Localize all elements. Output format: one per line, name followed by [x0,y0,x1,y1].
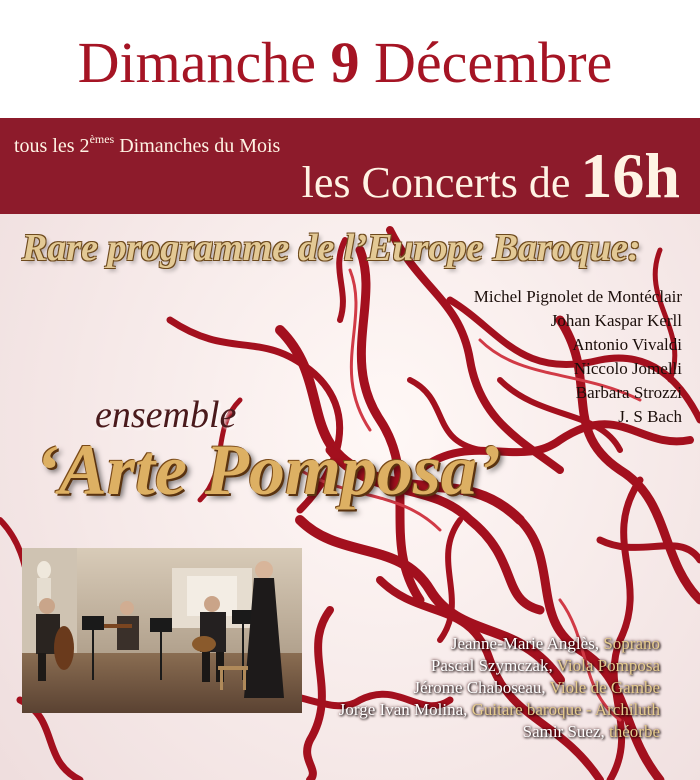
musician-role: Soprano [603,634,660,653]
musician-list [339,633,660,743]
musician-name: Jorge Ivan Molina, [338,700,468,719]
ensemble-label: ensemble [95,394,237,436]
ensemble-name: ‘Arte Pomposa’ [35,430,501,510]
composer-item: Johan Kaspar Kerll [550,311,682,330]
musician-item [339,633,660,655]
title-prefix: Dimanche [77,30,317,95]
musician-item [339,721,660,743]
musician-role: Guitare baroque - Archiluth [471,700,660,719]
concert-time: 16h [580,140,680,211]
musician-name: Pascal Szymczak, [430,656,553,675]
title-day: 9 [330,30,360,95]
musician-role: Viola Pomposa [556,656,660,675]
page-title [0,28,690,98]
composer-item: Niccolo Jomelli [573,359,682,378]
header-band [0,0,700,120]
composer-item: Antonio Vivaldi [572,335,682,354]
musician-item [339,677,660,699]
musician-item [339,699,660,721]
musician-role: Viole de Gambe [549,678,660,697]
composer-item: Michel Pignolet de Montéclair [473,287,682,306]
musician-name: Jérome Chaboseau, [413,678,546,697]
photo-illustration [22,548,302,713]
tagline-start: tous les 2 [14,135,90,157]
composer-list [474,285,682,429]
composer-item: Barbara Strozzi [575,383,682,402]
ensemble-photo [22,548,302,713]
musician-name: Jeanne-Marie Anglès, [450,634,600,653]
musician-role: théorbe [609,722,660,741]
schedule-tagline [14,127,280,158]
program-subtitle: Rare programme de l’Europe Baroque: [22,227,641,269]
tagline-ordinal: èmes [89,132,115,146]
time-banner [0,118,700,214]
composer-item: J. S Bach [618,407,682,426]
musician-name: Samir Suez, [522,722,605,741]
concerts-label: les Concerts de [301,158,571,207]
musician-item [339,655,660,677]
tagline-end: Dimanches du Mois [119,135,281,157]
title-month: Décembre [374,30,613,95]
concerts-line [301,140,680,215]
